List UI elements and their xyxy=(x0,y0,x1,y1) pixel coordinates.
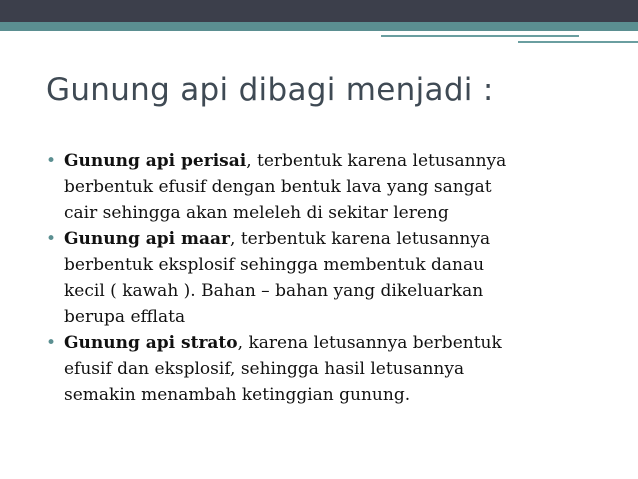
bullet-line: efusif dan eksplosif, sehingga hasil letusannya xyxy=(64,359,465,379)
header-dark-bar xyxy=(0,0,638,22)
bullet-line: semakin menambah ketinggian gunung. xyxy=(64,385,411,405)
header-teal-bar xyxy=(0,22,638,31)
bullet-text: , terbentuk karena letusannya xyxy=(230,229,491,249)
bullet-term: Gunung api strato xyxy=(64,333,238,353)
bullet-term: Gunung api perisai xyxy=(64,151,247,171)
bullet-line xyxy=(64,226,626,252)
slide-title: Gunung api dibagi menjadi : xyxy=(46,72,494,108)
header-accent-line xyxy=(518,41,638,43)
bullet-item xyxy=(46,148,626,226)
bullet-icon: • xyxy=(46,229,57,249)
bullet-item xyxy=(46,226,626,330)
bullet-text: , terbentuk karena letusannya xyxy=(246,151,507,171)
bullet-term: Gunung api maar xyxy=(64,229,231,249)
bullet-item xyxy=(46,330,626,408)
bullet-line: cair sehingga akan meleleh di sekitar lereng xyxy=(64,203,449,223)
bullet-icon: • xyxy=(46,333,57,353)
bullet-line: berupa efflata xyxy=(64,307,186,327)
bullet-line xyxy=(64,148,626,174)
bullet-line xyxy=(64,330,626,356)
bullet-line: berbentuk efusif dengan bentuk lava yang sangat xyxy=(64,177,492,197)
header-accent-line xyxy=(381,35,579,37)
bullet-list xyxy=(46,148,626,408)
bullet-icon: • xyxy=(46,151,57,171)
bullet-text: , karena letusannya berbentuk xyxy=(237,333,502,353)
bullet-line: kecil ( kawah ). Bahan – bahan yang dikeluarkan xyxy=(64,281,484,301)
bullet-line: berbentuk eksplosif sehingga membentuk danau xyxy=(64,255,485,275)
